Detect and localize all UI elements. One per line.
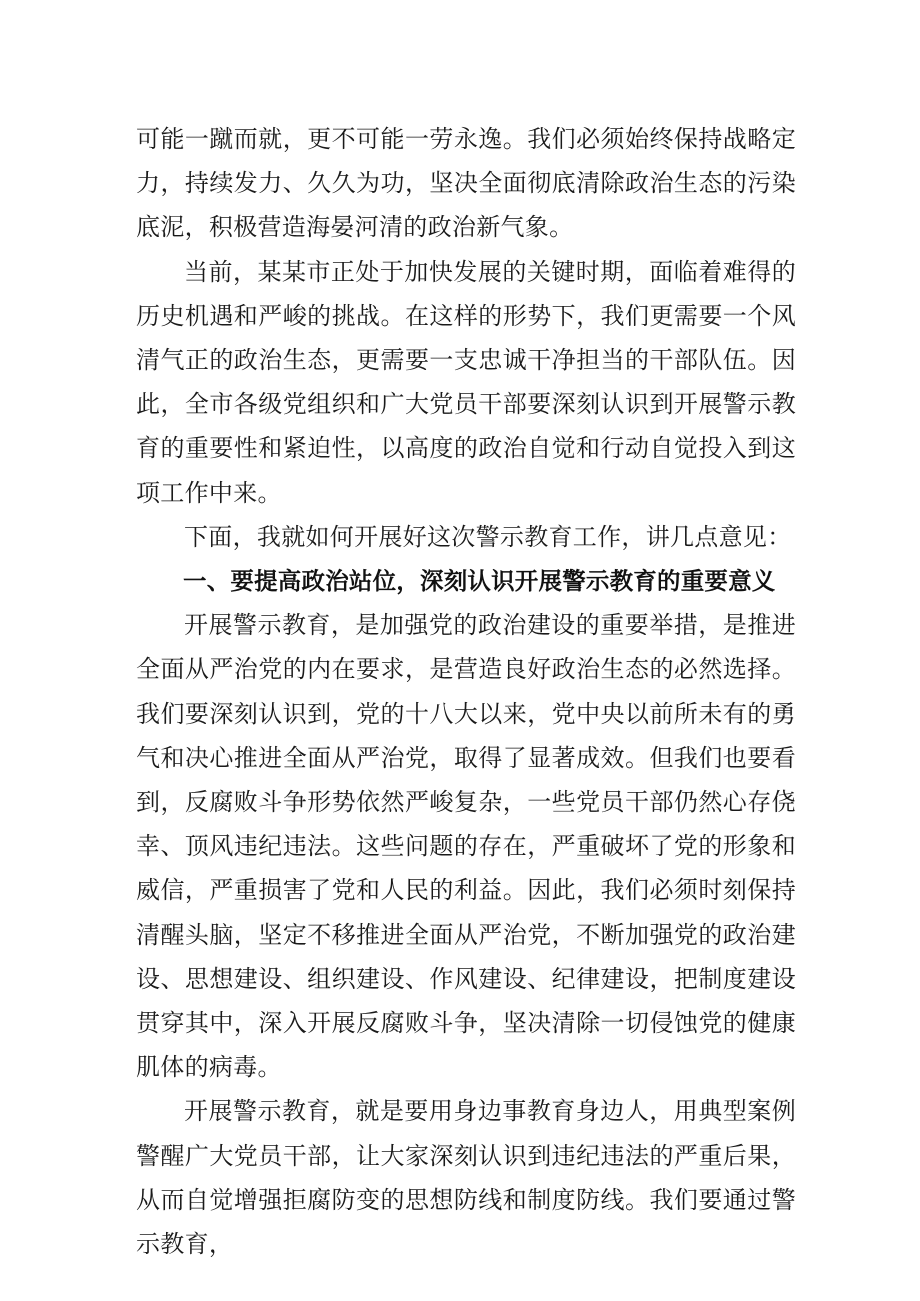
paragraph-current-situation: 当前，某某市正处于加快发展的关键时期，面临着难得的历史机遇和严峻的挑战。在这样的形势下，我们更需要一个风清气正的政治生态，更需要一支忠诚干净担当的干部队伍。因此，全市各级党组织和广大党员干部要深刻认识到开展警示教育的重要性和紧迫性，以高度的政治自觉和行动自觉投入到这项工作中来。	[136, 257, 796, 507]
document-body	[136, 117, 796, 1266]
paragraph-continued: 可能一蹴而就，更不可能一劳永逸。我们必须始终保持战略定力，持续发力、久久为功，坚决全面彻底清除政治生态的污染底泥，积极营造海晏河清的政治新气象。	[136, 125, 796, 242]
paragraph-warning-education: 开展警示教育，就是要用身边事教育身边人，用典型案例警醒广大党员干部，让大家深刻认识到违纪违法的严重后果，从而自觉增强拒腐防变的思想防线和制度防线。我们要通过警示教育，	[136, 1097, 796, 1259]
paragraph-intro-opinions: 下面，我就如何开展好这次警示教育工作，讲几点意见：	[184, 522, 792, 551]
paragraph-significance: 开展警示教育，是加强党的政治建设的重要举措，是推进全面从严治党的内在要求，是营造良好政治生态的必然选择。我们要深刻认识到，党的十八大以来，党中央以前所未有的勇气和决心推进全面从严治党，取得了显著成效。但我们也要看到，反腐败斗争形势依然严峻复杂，一些党员干部仍然心存侥幸、顶风违纪违法。这些问题的存在，严重破坏了党的形象和威信，严重损害了党和人民的利益。因此，我们必须时刻保持清醒头脑，坚定不移推进全面从严治党，不断加强党的政治建设、思想建设、组织建设、作风建设、纪律建设，把制度建设贯穿其中，深入开展反腐败斗争，坚决清除一切侵蚀党的健康肌体的病毒。	[136, 611, 796, 1082]
section-heading-1: 一、要提高政治站位，深刻认识开展警示教育的重要意义	[183, 567, 776, 596]
